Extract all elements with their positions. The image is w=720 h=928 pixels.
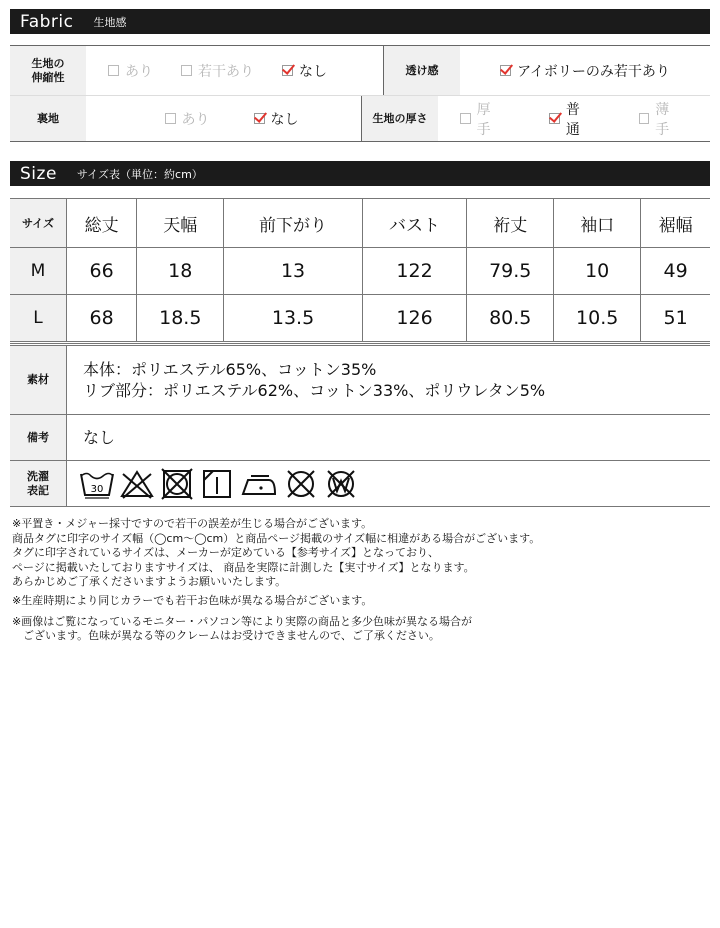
material-label: 素材 [10,346,67,414]
checked-checkbox-icon [254,113,265,124]
table-cell: 126 [362,295,466,342]
header-top-width: 天幅 [137,199,224,248]
table-cell: 10 [554,248,641,295]
iron-icon [239,468,279,500]
fabric-header-bar [10,9,710,34]
no-bleach-icon [119,468,155,500]
checked-checkbox-icon [549,113,560,124]
note-line: ※画像はご覧になっているモニター・パソコン等により実際の商品と多少色味が異なる場合が [12,614,472,628]
line-dry-icon [199,468,235,500]
size-label: L [10,295,67,342]
note-line: あらかじめご了承くださいますようお願いいたします。 [12,575,287,589]
svg-text:30: 30 [90,483,104,495]
material-line-rib: リブ部分：ポリエステル62%、コットン33%、ポリウレタン5% [83,381,546,400]
wash-30-icon [79,468,115,500]
checked-checkbox-icon [282,65,293,76]
note-line: 商品タグに印字のサイズ幅（◯cm〜◯cm）と商品ページ掲載のサイズ幅に相違がある場合がございます。 [12,531,541,545]
header-hem-width: 裾幅 [641,199,710,248]
stretch-option-yes: あり [108,61,153,81]
note-line: ございます。色味が異なる等のクレームはお受けできませんので、ご了承ください。 [12,629,440,643]
checkbox-icon [165,113,176,124]
material-table [10,343,710,507]
header-sleeve-length: 裄丈 [467,199,554,248]
thickness-option-thick: 厚手 [460,99,503,139]
thickness-option-thin: 薄手 [639,99,682,139]
size-header-bar [10,161,710,186]
table-cell: 122 [362,248,466,295]
table-row [10,295,710,342]
size-title: Size [20,163,57,184]
table-cell: 68 [67,295,137,342]
lining-options [86,96,361,141]
note-line: ※平置き・メジャー採寸ですので若干の誤差が生じる場合がございます。 [12,517,373,530]
thickness-options [438,96,710,141]
size-corner-label: サイズ [10,199,67,248]
sheer-value: アイボリーのみ若干あり [460,46,710,95]
size-table [10,198,710,342]
sheer-label: 透け感 [384,46,460,95]
table-cell: 79.5 [467,248,554,295]
no-wet-clean-icon [323,468,359,500]
fabric-title: Fabric [20,11,74,32]
stretch-options [86,46,383,95]
header-length: 総丈 [67,199,137,248]
table-cell: 13.5 [224,295,363,342]
header-front-drop: 前下がり [224,199,363,248]
checked-checkbox-icon [500,65,511,76]
care-label: 洗濯 表記 [10,461,67,506]
lining-label: 裏地 [10,96,86,141]
table-row [10,248,710,295]
size-label: M [10,248,67,295]
table-cell: 80.5 [467,295,554,342]
remarks-value: なし [83,428,116,447]
material-value [67,346,710,414]
no-tumble-dry-icon [159,468,195,500]
table-cell: 66 [67,248,137,295]
checkbox-icon [639,113,650,124]
notes [12,517,712,644]
remarks-label: 備考 [10,415,67,460]
table-cell: 10.5 [554,295,641,342]
checkbox-icon [181,65,192,76]
table-cell: 18 [137,248,224,295]
size-subtitle: サイズ表（単位：約cm） [76,167,203,181]
header-bust: バスト [362,199,466,248]
note-line: ページに掲載いたしておりますサイズは、 商品を実際に計測した【実寸サイズ】となります。 [12,560,475,574]
fabric-subtitle: 生地感 [93,15,127,29]
note-line: タグに印字されているサイズは、メーカーが定めている【参考サイズ】となっており、 [12,546,440,560]
thickness-label: 生地の厚さ [362,96,438,141]
lining-option-yes: あり [165,109,210,129]
checkbox-icon [108,65,119,76]
stretch-label: 生地の 伸縮性 [10,46,86,95]
care-symbols [67,461,710,506]
table-cell: 51 [641,295,710,342]
fabric-table [10,45,710,142]
thickness-option-normal: 普通 [549,99,592,139]
table-cell: 13 [224,248,363,295]
lining-option-none: なし [254,109,299,129]
checkbox-icon [460,113,471,124]
table-cell: 49 [641,248,710,295]
stretch-option-slight: 若干あり [181,61,254,81]
header-cuff: 袖口 [554,199,641,248]
note-line: ※生産時期により同じカラーでも若干お色味が異なる場合がございます。 [12,593,373,607]
no-dry-clean-icon [283,468,319,500]
table-cell: 18.5 [137,295,224,342]
stretch-option-none: なし [282,61,327,81]
material-line-body: 本体：ポリエステル65%、コットン35% [83,360,377,379]
